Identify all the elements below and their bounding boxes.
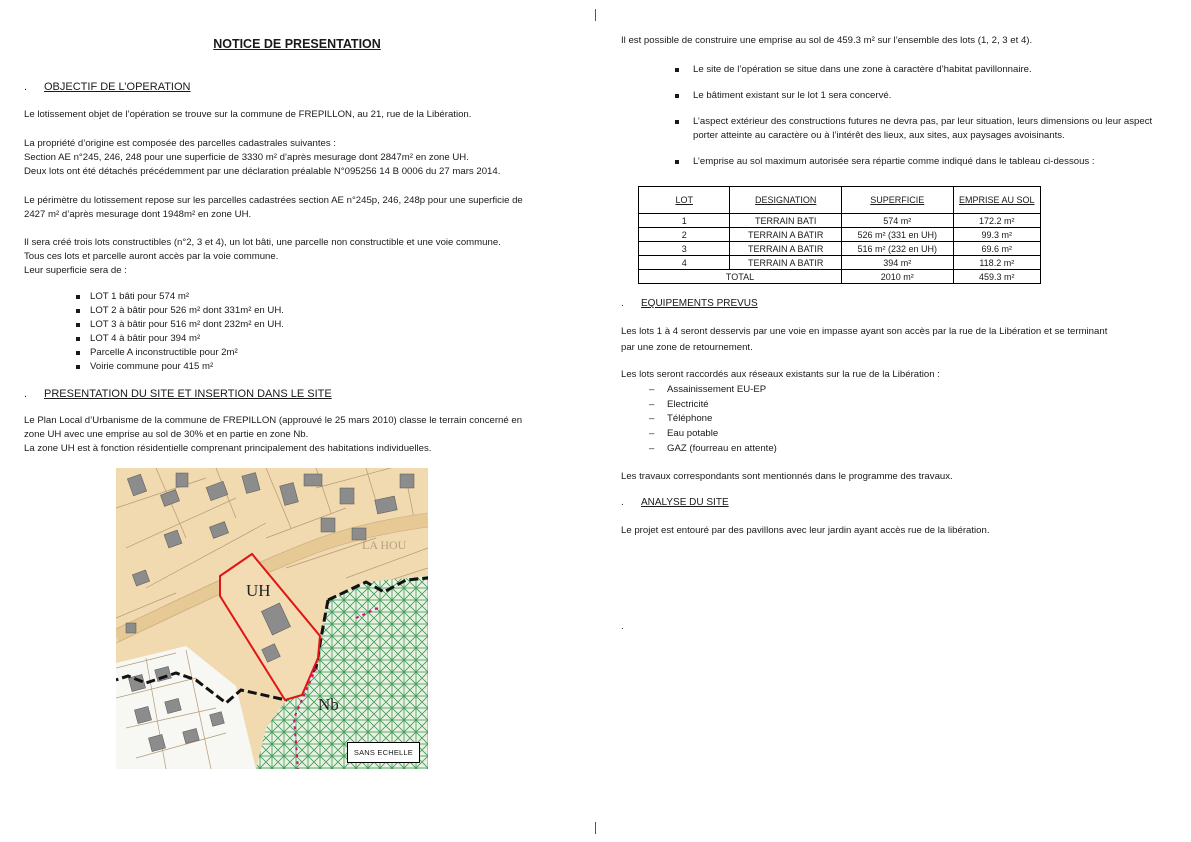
section-heading-objectif: . OBJECTIF DE L’OPERATION	[24, 81, 191, 93]
section-heading-presentation: . PRESENTATION DU SITE ET INSERTION DANS LE SITE	[24, 388, 332, 400]
paragraph: Le lotissement objet de l’opération se trouve sur la commune de FREPILLON, au 21, rue de la Libération.	[24, 109, 472, 120]
list-item: – Eau potable	[621, 427, 777, 442]
list-item: LOT 1 bâti pour 574 m²	[72, 290, 284, 304]
paragraph-reseaux: Les lots seront raccordés aux réseaux existants sur la rue de la Libération :	[621, 369, 940, 380]
list-item: – Assainissement EU-EP	[621, 383, 777, 398]
list-item: – Téléphone	[621, 412, 777, 427]
list-item: – GAZ (fourreau en attente)	[621, 442, 777, 457]
section-heading-analyse: . ANALYSE DU SITE	[621, 497, 729, 508]
site-bullets	[673, 63, 1168, 181]
table-row: 1 TERRAIN BATI 574 m² 172.2 m²	[639, 214, 1041, 228]
stray-dot: .	[621, 621, 624, 632]
reseaux-list	[621, 383, 777, 456]
table-header-row	[639, 187, 1041, 214]
paragraph-desserte: Les lots 1 à 4 seront desservis par une voie en impasse ayant son accès par la rue de la Libération et se terminant par une zone de retournement.	[621, 326, 1108, 353]
zoning-map	[116, 468, 428, 769]
list-item: – Electricité	[621, 398, 777, 413]
list-item: Le bâtiment existant sur le lot 1 sera concervé.	[673, 89, 1168, 103]
zone-nb-label: Nb	[318, 695, 339, 714]
zone-uh-label: UH	[246, 581, 271, 600]
paragraph-emprise: Il est possible de construire une emprise au sol de 459.3 m² sur l’ensemble des lots (1, 2, 3 et 4).	[621, 35, 1033, 46]
zoning-map-drawing	[116, 468, 428, 769]
list-item: Voirie commune pour 415 m²	[72, 360, 284, 374]
emprise-table	[638, 186, 1041, 284]
list-item: LOT 2 à bâtir pour 526 m² dont 331m² en UH.	[72, 304, 284, 318]
list-item: Le site de l’opération se situe dans une zone à caractère d’habitat pavillonnaire.	[673, 63, 1168, 77]
page-divider-top	[595, 9, 596, 21]
page-title: NOTICE DE PRESENTATION	[213, 37, 381, 51]
paragraph-analyse: Le projet est entouré par des pavillons avec leur jardin ayant accès rue de la libération.	[621, 525, 990, 536]
list-item: LOT 4 à bâtir pour 394 m²	[72, 332, 284, 346]
table-row: 2 TERRAIN A BATIR 526 m² (331 en UH) 99.3 m²	[639, 228, 1041, 242]
paragraph-travaux: Les travaux correspondants sont mentionnés dans le programme des travaux.	[621, 471, 953, 482]
section-heading-equipements: . EQUIPEMENTS PREVUS	[621, 298, 758, 309]
scale-label: SANS ECHELLE	[347, 742, 420, 763]
table-row: 4 TERRAIN A BATIR 394 m² 118.2 m²	[639, 256, 1041, 270]
column-header: LOT	[639, 187, 730, 214]
lots-list	[72, 290, 284, 374]
place-label: LA HOU	[362, 538, 407, 552]
table-row: 3 TERRAIN A BATIR 516 m² (232 en UH) 69.6 m²	[639, 242, 1041, 256]
list-item: L’emprise au sol maximum autorisée sera répartie comme indiqué dans le tableau ci-dessous :	[673, 155, 1168, 169]
list-item: Parcelle A inconstructible pour 2m²	[72, 346, 284, 360]
paragraph-perimetre: Le périmètre du lotissement repose sur les parcelles cadastrées section AE n°245p, 246, 248p pour une superficie de 2427 m² d’après mesurage dont 1948m² en zone UH.	[24, 195, 523, 220]
column-header: DESIGNATION	[730, 187, 842, 214]
list-item: L’aspect extérieur des constructions futures ne devra pas, par leur situation, leurs dimensions ou leur aspect porter atteinte au caractère ou à l’intérêt des lieux, aux sites, aux paysages avoisinants.	[673, 115, 1168, 143]
paragraph-propriete: La propriété d’origine est composée des parcelles cadastrales suivantes : Section AE n°245, 246, 248 pour une superficie de 3330 m² d’après mesurage dont 2847m² en zone UH. Deux lots ont été détachés précédemment par une déclaration préalable N°095256 14 B 0006 du 27 mars 2014.	[24, 138, 501, 177]
list-item: LOT 3 à bâtir pour 516 m² dont 232m² en UH.	[72, 318, 284, 332]
table-total-row: TOTAL 2010 m² 459.3 m²	[639, 270, 1041, 284]
page-divider-bottom	[595, 822, 596, 834]
column-header: SUPERFICIE	[842, 187, 954, 214]
paragraph-lots: Il sera créé trois lots constructibles (n°2, 3 et 4), un lot bâti, une parcelle non constructible et une voie commune. Tous ces lots et parcelle auront accès par la voie commune. Leur superficie sera de :	[24, 237, 501, 276]
paragraph-plu: Le Plan Local d’Urbanisme de la commune de FREPILLON (approuvé le 25 mars 2010) classe le terrain concerné en zone UH avec une emprise au sol de 30% et en partie en zone Nb. La zone UH est à fonction résidentielle comprenant principalement des habitations individuelles.	[24, 415, 523, 454]
column-header: EMPRISE AU SOL	[953, 187, 1040, 214]
